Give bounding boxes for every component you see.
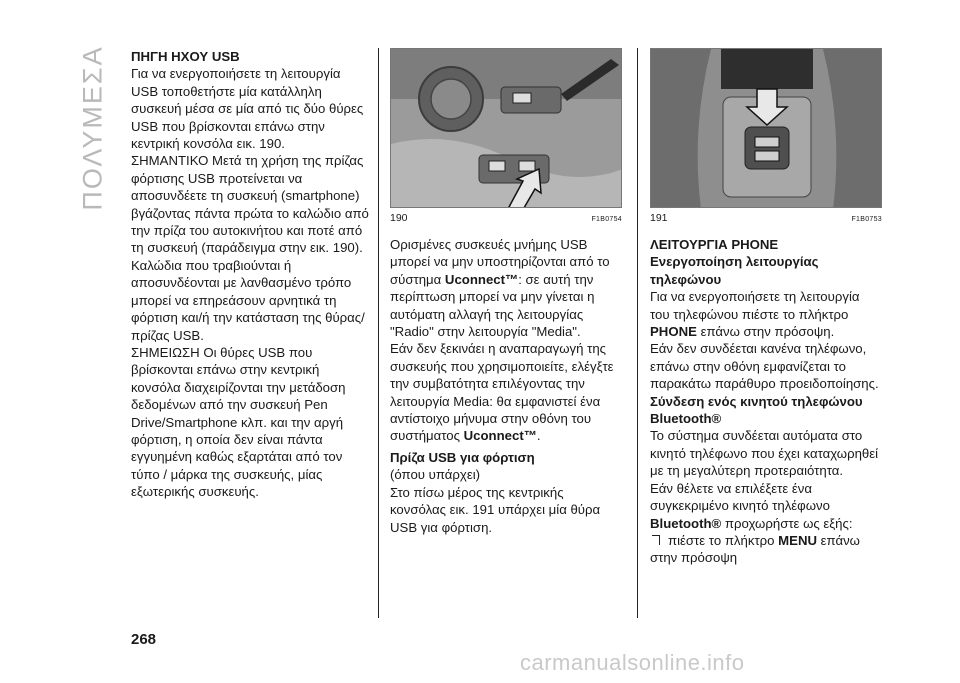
no-phone-paragraph: Εάν δεν συνδέεται κανένα τηλέφωνο, επάνω στην οθόνη εμφανίζεται το παρακάτω παράθυρο προειδοποίησης. bbox=[650, 341, 879, 392]
text-span: Εάν δεν ξεκινάει η αναπαραγωγή της συσκευής που χρησιμοποιείτε, ελέγξτε την συμβατότητα επιλέγοντας την λειτουργία Media: θα εμφανιστεί ένα αντίστοιχο μήνυμα στην οθόνη του συστήματος bbox=[390, 341, 614, 444]
select-phone-paragraph bbox=[650, 480, 882, 532]
watermark: carmanualsonline.info bbox=[520, 650, 745, 675]
phone-activation-paragraph bbox=[650, 288, 882, 340]
column-divider-1 bbox=[378, 48, 379, 618]
text-span: επάνω στην πρόσοψη bbox=[650, 532, 860, 566]
column-2 bbox=[390, 48, 622, 536]
usb-console-illustration bbox=[391, 49, 622, 208]
usb-charge-availability: (όπου υπάρχει) bbox=[390, 467, 481, 483]
section-title: ΠΟΛΥΜΕΣΑ bbox=[77, 44, 108, 211]
usb-charge-heading: Πρίζα USB για φόρτιση bbox=[390, 449, 535, 465]
text-span: : σε αυτή την περίπτωση μπορεί να μην γίνεται η αυτόματη αλλαγή της λειτουργίας "Radio" στην λειτουργία "Media". bbox=[390, 271, 595, 340]
usb-heading: ΠΗΓΗ ΗΧΟΥ USB bbox=[131, 49, 240, 64]
uconnect-brand: Uconnect™ bbox=[463, 428, 537, 444]
compatibility-paragraph bbox=[390, 236, 622, 340]
text-span: Ορισμένες συσκευές μνήμης USB μπορεί να μην υποστηρίζονται από το σύστημα bbox=[390, 237, 610, 287]
column-3 bbox=[650, 48, 882, 567]
rear-usb-illustration bbox=[651, 49, 882, 208]
phone-key-label: PHONE bbox=[650, 324, 697, 340]
section-side-tab bbox=[77, 44, 108, 211]
text-span: Για να ενεργοποιήσετε τη λειτουργία του τηλεφώνου πιέστε το πλήκτρο bbox=[650, 289, 860, 322]
figure-191-image bbox=[650, 48, 882, 208]
text-span: πιέστε το πλήκτρο bbox=[668, 532, 779, 548]
column-divider-2 bbox=[637, 48, 638, 618]
usb-paragraph-1: Για να ενεργοποιήσετε τη λειτουργία USB τοποθετήστε μία κατάλληλη συσκευή μέσα σε μία από τις δύο θύρες USB που βρίσκονται επάνω στην κεντρική κονσόλα εικ. 190. bbox=[131, 66, 364, 152]
media-check-paragraph bbox=[390, 340, 622, 444]
usb-charge-paragraph: Στο πίσω μέρος της κεντρικής κονσόλας εικ. 191 υπάρχει μία θύρα USB για φόρτιση. bbox=[390, 484, 601, 535]
figure-191-number: 191 bbox=[650, 212, 668, 224]
menu-key-label: MENU bbox=[778, 532, 817, 548]
bluetooth-heading: Σύνδεση ενός κινητού τηλεφώνου Bluetooth® bbox=[650, 393, 863, 427]
column-1 bbox=[131, 48, 371, 501]
bullet-item bbox=[650, 532, 882, 567]
phone-activation-heading: Ενεργοποίηση λειτουργίας τηλεφώνου bbox=[650, 254, 819, 287]
figure-191-code: F1B0753 bbox=[851, 216, 882, 223]
text-span: Εάν θέλετε να επιλέξετε ένα συγκεκριμένο κινητό τηλέφωνο bbox=[650, 480, 830, 514]
uconnect-brand: Uconnect™ bbox=[444, 271, 519, 287]
usb-paragraph-note: ΣΗΜΕΙΩΣΗ Οι θύρες USB που βρίσκονται επάνω στην κεντρική κονσόλα διαχειρίζονται την μετάδοση δεδομένων από την συσκευή Pen Drive/Smartphone κλπ. και την αργή φόρτιση, η οποία δεν είναι πάντα εγγυημένη καθώς εξαρτάται από τον τύπο / μάρκα της συσκευής, μίας εξωτερικής συσκευής. bbox=[131, 344, 346, 500]
usb-paragraph-important: ΣΗΜΑΝΤΙΚΟ Μετά τη χρήση της πρίζας φόρτισης USB προτείνεται να αποσυνδέετε τη συσκευή (smartphone) βγάζοντας πάντα πρώτα το καλώδιο από την πρίζα του αυτοκινήτου και ποτέ από τη συσκευή (παράδειγμα στην εικ. 190). Καλώδια που τραβιούνται ή αποσυνδέονται με λανθασμένο τρόπο μπορεί να επηρεάσουν αρνητικά τη φόρτιση και/ή την κατάσταση της θύρας/πρίζας USB. bbox=[131, 153, 369, 343]
page-number: 268 bbox=[131, 631, 157, 648]
figure-190-image bbox=[390, 48, 622, 208]
bullet-marker-icon bbox=[652, 535, 660, 545]
phone-heading: ΛΕΙΤΟΥΡΓΙΑ PHONE bbox=[650, 237, 779, 252]
text-span: . bbox=[536, 428, 541, 444]
figure-190-caption bbox=[390, 210, 622, 224]
text-span: επάνω στην πρόσοψη. bbox=[696, 324, 835, 340]
figure-190-code: F1B0754 bbox=[591, 216, 622, 223]
figure-191-caption bbox=[650, 210, 882, 224]
figure-190-number: 190 bbox=[390, 212, 408, 224]
bluetooth-brand: Bluetooth® bbox=[650, 515, 722, 531]
text-span: προχωρήστε ως εξής: bbox=[721, 515, 853, 531]
auto-connect-paragraph: Το σύστημα συνδέεται αυτόματα στο κινητό τηλέφωνο που έχει καταχωρηθεί με τη μεγαλύτερη προτεραιότητα. bbox=[650, 428, 879, 479]
